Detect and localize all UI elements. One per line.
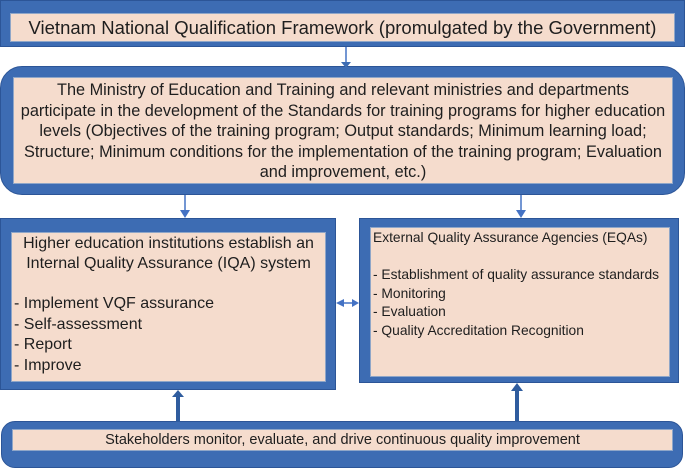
arrow-up-icon	[172, 390, 184, 422]
stakeholders-box-frame	[1, 421, 683, 468]
title-box-frame	[0, 0, 685, 47]
eqa-item-evaluation: - Evaluation	[373, 304, 446, 319]
iqa-box	[11, 232, 326, 382]
iqa-item-improve: - Improve	[14, 356, 82, 374]
title-box-text: Vietnam National Qualification Framework (promulgated by the Government)	[28, 17, 657, 38]
arrow-down-icon	[516, 195, 526, 218]
eqa-box-frame	[359, 218, 679, 383]
stakeholders-box	[12, 429, 673, 451]
arrow-down-icon	[180, 195, 190, 218]
arrow-up-icon	[511, 383, 523, 422]
iqa-box-frame	[0, 218, 336, 390]
title-box	[10, 13, 675, 42]
iqa-box-list	[14, 294, 214, 376]
iqa-item-report: - Report	[14, 336, 72, 353]
eqa-item-monitoring: - Monitoring	[373, 285, 446, 301]
ministry-box	[13, 77, 673, 184]
arrow-down-icon	[341, 47, 351, 68]
eqa-box-list	[373, 266, 665, 340]
ministry-box-frame	[0, 66, 685, 195]
iqa-box-heading: Higher education institutions establish an Internal Quality Assurance (IQA) system	[23, 235, 314, 272]
iqa-item-implement-vqf: - Implement VQF assurance	[14, 295, 215, 312]
eqa-item-standards: - Establishment of quality assurance standards	[373, 267, 660, 282]
stakeholders-box-text: Stakeholders monitor, evaluate, and drive continuous quality improvement	[105, 432, 580, 448]
double-arrow-icon	[336, 299, 359, 307]
eqa-box	[370, 227, 670, 377]
eqa-box-heading: External Quality Assurance Agencies (EQAs)	[373, 230, 648, 245]
iqa-item-self-assessment: - Self-assessment	[14, 315, 143, 333]
eqa-item-accreditation: - Quality Accreditation Recognition	[373, 322, 584, 338]
ministry-box-text: The Ministry of Education and Training and relevant ministries and departments participate in the development of the Standards for training programs for higher education levels (Objectives of the training program; Output standards; Minimum learning load; Structure; Minimum conditions for the implementation of the training program; Evaluation and improvement, etc.)	[20, 81, 666, 181]
